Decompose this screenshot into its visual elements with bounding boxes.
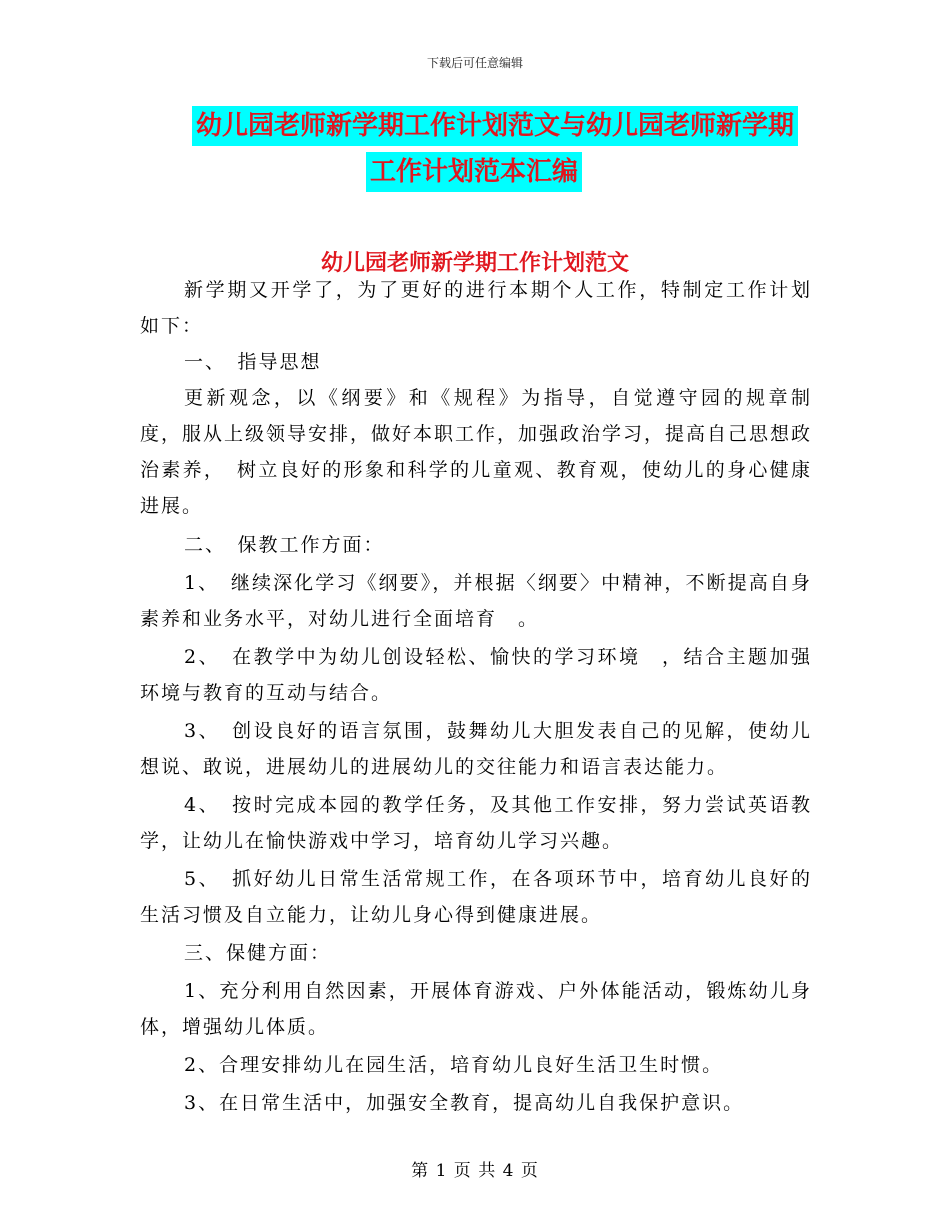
list-item: 1、充分利用自然因素，开展体育游戏、户外体能活动，锻炼幼儿身体，增强幼儿体质。 [140,980,812,1038]
document-body [140,272,812,1121]
list-item: 3、在日常生活中，加强安全教育，提高幼儿自我保护意识。 [184,1092,745,1114]
paragraph-guiding-idea: 更新观念，以《纲要》和《规程》为指导，自觉遵守园的规章制度，服从上级领导安排，做好本职工作，加强政治学习，提高自己思想政治素养， 树立良好的形象和科学的儿童观、教育观，使幼儿的身心健康进展。 [140,387,813,517]
list-item: 2、 在教学中为幼儿创设轻松、愉快的学习环境 ，结合主题加强环境与教育的互动与结合。 [140,646,812,704]
heading-teaching-work: 二、 保教工作方面： [184,534,385,556]
list-item: 5、 抓好幼儿日常生活常规工作，在各项环节中，培育幼儿良好的生活习惯及自立能力，让幼儿身心得到健康进展。 [140,868,812,926]
page-footer: 第 1 页 共 4 页 [411,1161,539,1181]
list-item: 3、 创设良好的语言氛围，鼓舞幼儿大胆发表自己的见解，使幼儿想说、敢说，进展幼儿的进展幼儿的交往能力和语言表达能力。 [140,720,812,778]
title-line-1: 幼儿园老师新学期工作计划范文与幼儿园老师新学期 [192,106,798,146]
paragraph-intro: 新学期又开学了，为了更好的进行本期个人工作，特制定工作计划如下： [140,279,812,337]
list-item: 1、 继续深化学习《纲要》，并根据〈纲要〉中精神，不断提高自身素养和业务水平，对幼儿进行全面培育 。 [140,572,812,630]
heading-health-care: 三、保健方面： [184,942,332,964]
section-title: 幼儿园老师新学期工作计划范文 [320,250,629,276]
heading-guiding-idea: 一、 指导思想 [184,351,322,373]
title-line-2: 工作计划范本汇编 [366,152,582,192]
list-item: 2、合理安排幼儿在园生活，培育幼儿良好生活卫生时惯。 [184,1054,724,1076]
page-header: 下载后可任意编辑 [426,56,523,70]
list-item: 4、 按时完成本园的教学任务，及其他工作安排，努力尝试英语教学，让幼儿在愉快游戏中学习，培育幼儿学习兴趣。 [140,794,812,852]
